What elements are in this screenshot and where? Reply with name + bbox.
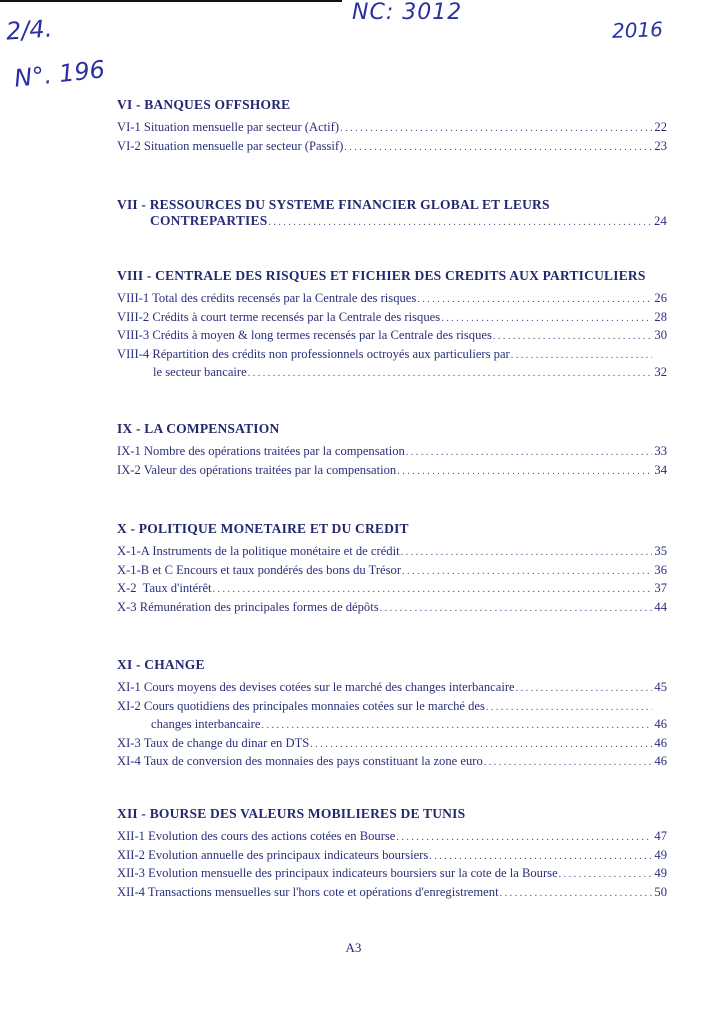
section-xi — [117, 656, 667, 772]
entry-label: VI-2 Situation mensuelle par secteur (Passif) — [117, 138, 344, 153]
toc-entry-continuation[interactable] — [117, 716, 667, 735]
page-number: 44 — [654, 599, 667, 614]
toc-entry[interactable] — [117, 580, 667, 599]
toc-entry[interactable] — [117, 138, 667, 157]
section-title — [117, 196, 667, 232]
page-number: 36 — [654, 562, 667, 577]
toc-entry[interactable] — [117, 119, 667, 138]
toc-entry-continuation[interactable] — [117, 364, 667, 383]
page-number: 46 — [654, 735, 667, 750]
toc-entry[interactable] — [117, 213, 667, 232]
handwritten-year: 2016 — [611, 17, 664, 43]
dot-leader — [248, 364, 652, 383]
handwritten-number: N°. 196 — [12, 55, 107, 93]
dot-leader — [486, 698, 652, 717]
entry-label: X-1-B et C Encours et taux pondérés des bons du Trésor — [117, 562, 402, 577]
entry-label: XII-4 Transactions mensuelles sur l'hors cote et opérations d'enregistrement — [117, 884, 499, 899]
page-number: 46 — [654, 754, 667, 768]
page-number: 24 — [654, 214, 667, 228]
dot-leader — [397, 462, 652, 481]
toc-entry[interactable] — [117, 698, 667, 717]
dot-leader — [396, 828, 652, 847]
toc-entry[interactable] — [117, 290, 667, 309]
section-title: IX - LA COMPENSATION — [117, 421, 280, 436]
dot-leader — [380, 599, 652, 618]
entry-label: VI-1 Situation mensuelle par secteur (Actif) — [117, 120, 340, 134]
section-xii — [117, 805, 667, 902]
handwritten-annotation-top-left: 2/4. — [5, 14, 54, 46]
entry-label: XII-2 Evolution annuelle des principaux indicateurs boursiers — [117, 847, 429, 862]
page-number: 45 — [654, 680, 667, 694]
dot-leader — [213, 580, 652, 599]
dot-leader — [401, 543, 652, 562]
page-number: 37 — [654, 581, 667, 595]
entry-label: VIII-3 Crédits à moyen & long termes recensés par la Centrale des risques — [117, 328, 492, 342]
toc-entry[interactable] — [117, 327, 667, 346]
page-number: 28 — [654, 309, 667, 324]
toc-entry[interactable] — [117, 462, 667, 481]
section-viii — [117, 267, 667, 383]
entry-label: VIII-1 Total des crédits recensés par la Centrale des risques — [117, 291, 417, 305]
section-title: VI - BANQUES OFFSHORE — [117, 97, 291, 112]
section-title-line1: VII - RESSOURCES DU SYSTEME FINANCIER GLOBAL ET LEURS — [117, 197, 550, 212]
entry-label: VIII-4 Répartition des crédits non professionnels octroyés aux particuliers par — [117, 346, 510, 361]
dot-leader — [441, 309, 652, 328]
page-number: 50 — [654, 884, 667, 899]
entry-label: X-3 Rémunération des principales formes de dépôts — [117, 599, 379, 614]
dot-leader — [484, 753, 652, 772]
top-border-line — [0, 0, 342, 2]
entry-label: XI-4 Taux de conversion des monnaies des pays constituant la zone euro — [117, 754, 483, 768]
section-title-line2: CONTREPARTIES — [150, 213, 268, 228]
dot-leader — [429, 847, 652, 866]
toc-entry[interactable] — [117, 753, 667, 772]
page-number: 35 — [654, 544, 667, 558]
page-number: 46 — [654, 717, 667, 731]
section-title: X - POLITIQUE MONETAIRE ET DU CREDIT — [117, 521, 409, 536]
page-number: 30 — [654, 328, 667, 342]
entry-label: XI-3 Taux de change du dinar en DTS — [117, 735, 310, 750]
entry-label: X-2 Taux d'intérêt — [117, 581, 212, 595]
section-vii — [117, 196, 667, 238]
entry-label: changes interbancaire — [151, 717, 261, 731]
toc-entry[interactable] — [117, 443, 667, 462]
entry-label: le secteur bancaire — [153, 365, 247, 379]
page-number: 47 — [654, 829, 667, 843]
dot-leader — [417, 290, 652, 309]
toc-entry[interactable] — [117, 543, 667, 562]
section-title: VIII - CENTRALE DES RISQUES ET FICHIER DES CREDITS AUX PARTICULIERS — [117, 268, 646, 283]
section-ix — [117, 420, 667, 480]
toc-entry[interactable] — [117, 735, 667, 754]
page-number: 34 — [654, 462, 667, 477]
page-footer: A3 — [345, 940, 362, 955]
toc-entry[interactable] — [117, 884, 667, 903]
entry-label: XI-2 Cours quotidiens des principales monnaies cotées sur le marché des — [117, 698, 485, 713]
section-title: XI - CHANGE — [117, 657, 205, 672]
dot-leader — [511, 346, 652, 365]
section-vi — [117, 96, 667, 156]
toc-entry[interactable] — [117, 346, 667, 365]
dot-leader — [559, 865, 652, 884]
toc-entry[interactable] — [117, 865, 667, 884]
toc-entry[interactable] — [117, 599, 667, 618]
entry-label: XII-1 Evolution des cours des actions cotées en Bourse — [117, 829, 396, 843]
dot-leader — [310, 735, 652, 754]
toc-entry[interactable] — [117, 828, 667, 847]
page-number: 26 — [654, 291, 667, 305]
page-number: 23 — [654, 138, 667, 153]
entry-label: IX-1 Nombre des opérations traitées par la compensation — [117, 444, 405, 458]
dot-leader — [344, 138, 652, 157]
dot-leader — [261, 716, 652, 735]
toc-entry[interactable] — [117, 562, 667, 581]
toc-entry[interactable] — [117, 847, 667, 866]
handwritten-nc-code: NC: 3012 — [352, 0, 463, 25]
entry-label: XI-1 Cours moyens des devises cotées sur le marché des changes interbancaire — [117, 680, 515, 694]
dot-leader — [268, 213, 652, 232]
page-number: 22 — [654, 120, 667, 134]
toc-entry[interactable] — [117, 309, 667, 328]
page-number: 49 — [654, 866, 667, 880]
entry-label: IX-2 Valeur des opérations traitées par la compensation — [117, 462, 397, 477]
page-number: 32 — [654, 365, 667, 379]
dot-leader — [402, 562, 652, 581]
entry-label: VIII-2 Crédits à court terme recensés par la Centrale des risques — [117, 309, 441, 324]
dot-leader — [500, 884, 652, 903]
dot-leader — [340, 119, 652, 138]
page-number: 49 — [654, 847, 667, 862]
section-x — [117, 520, 667, 617]
section-title: XII - BOURSE DES VALEURS MOBILIERES DE TUNIS — [117, 806, 466, 821]
dot-leader — [493, 327, 652, 346]
page-number: 33 — [654, 444, 667, 458]
toc-entry[interactable] — [117, 679, 667, 698]
entry-label: X-1-A Instruments de la politique monétaire et de crédit — [117, 544, 400, 558]
entry-label: XII-3 Evolution mensuelle des principaux indicateurs boursiers sur la cote de la Bourse — [117, 866, 558, 880]
dot-leader — [406, 443, 652, 462]
dot-leader — [516, 679, 652, 698]
